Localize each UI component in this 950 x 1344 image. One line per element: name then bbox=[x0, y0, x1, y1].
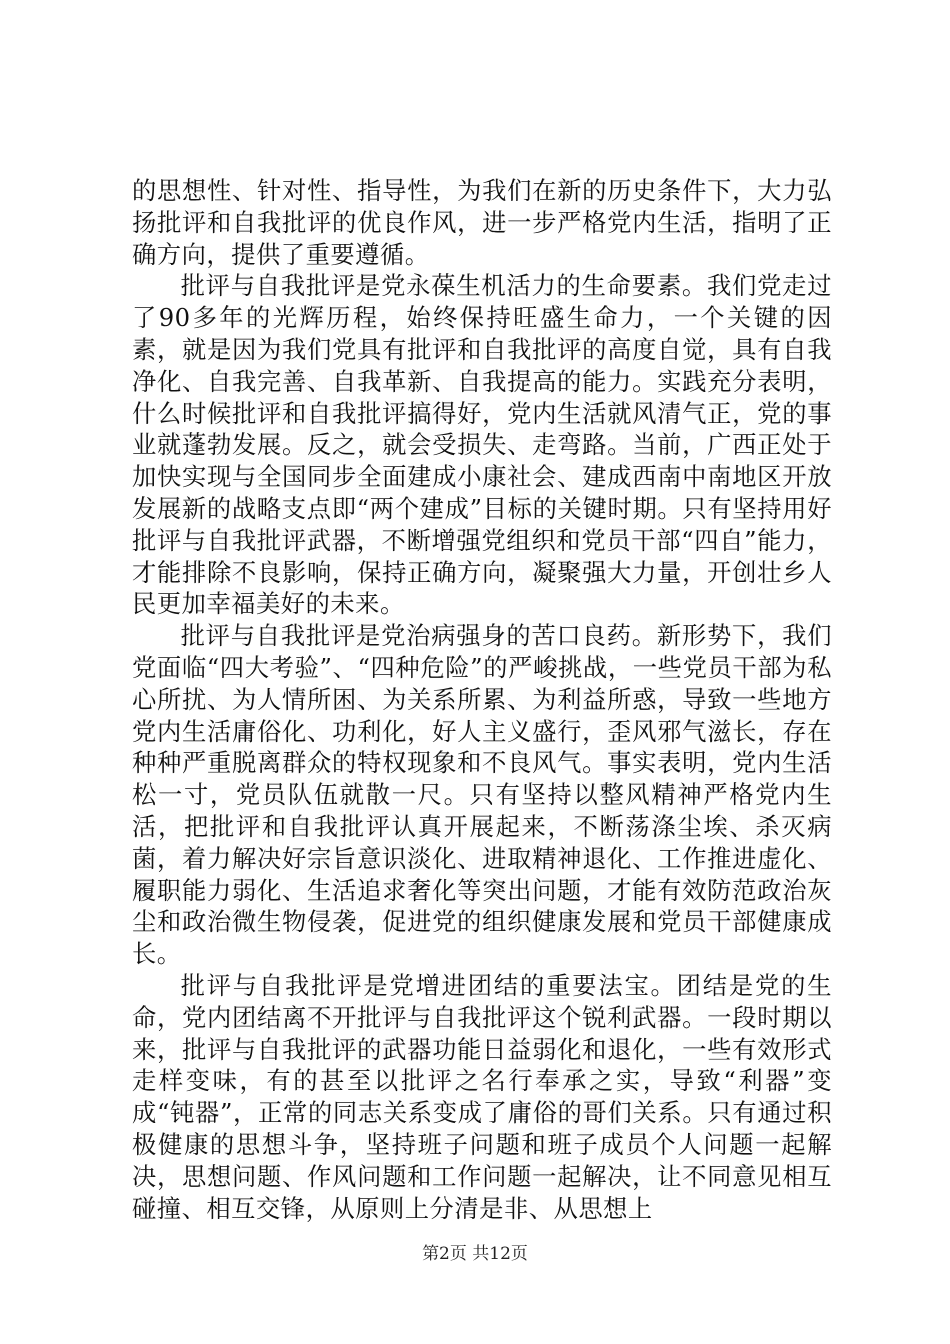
paragraph-unity: 批评与自我批评是党增进团结的重要法宝。团结是党的生命，党内团结离不开批评与自我批评这个锐利武器。一段时期以来，批评与自我批评的武器功能日益弱化和退化，一些有效形式走样变味，有的甚至以批评之名行奉承之实，导致“利器”变成“钝器”，正常的同志关系变成了庸俗的哥们关系。只有通过积极健康的思想斗争，坚持班子问题和班子成员个人问题一起解决，思想问题、作风问题和工作问题一起解决，让不同意见相互碰撞、相互交锋，从原则上分清是非、从思想上 bbox=[132, 970, 832, 1223]
page-number-footer: 第2页 共12页 bbox=[422, 1244, 528, 1264]
document-body bbox=[132, 175, 832, 1224]
paragraph-continuation: 的思想性、针对性、指导性，为我们在新的历史条件下，大力弘扬批评和自我批评的优良作风，进一步严格党内生活，指明了正确方向，提供了重要遵循。 bbox=[132, 176, 832, 269]
paragraph-remedy: 批评与自我批评是党治病强身的苦口良药。新形势下，我们党面临“四大考验”、“四种危险”的严峻挑战，一些党员干部为私心所扰、为人情所困、为关系所累、为利益所惑，导致一些地方党内生活庸俗化、功利化，好人主义盛行，歪风邪气滋长，存在种种严重脱离群众的特权现象和不良风气。事实表明，党内生活松一寸，党员队伍就散一尺。只有坚持以整风精神严格党内生活，把批评和自我批评认真开展起来，不断荡涤尘埃、杀灭病菌，着力解决好宗旨意识淡化、进取精神退化、工作推进虚化、履职能力弱化、生活追求奢化等突出问题，才能有效防范政治灰尘和政治微生物侵袭，促进党的组织健康发展和党员干部健康成长。 bbox=[132, 621, 832, 969]
paragraph-vitality: 批评与自我批评是党永葆生机活力的生命要素。我们党走过了90多年的光辉历程，始终保持旺盛生命力，一个关键的因素，就是因为我们党具有批评和自我批评的高度自觉，具有自我净化、自我完善、自我革新、自我提高的能力。实践充分表明，什么时候批评和自我批评搞得好，党内生活就风清气正，党的事业就蓬勃发展。反之，就会受损失、走弯路。当前，广西正处于加快实现与全国同步全面建成小康社会、建成西南中南地区开放发展新的战略支点即“两个建成”目标的关键时期。只有坚持用好批评与自我批评武器，不断增强党组织和党员干部“四自”能力，才能排除不良影响，保持正确方向，凝聚强大力量，开创壮乡人民更加幸福美好的未来。 bbox=[132, 271, 832, 619]
